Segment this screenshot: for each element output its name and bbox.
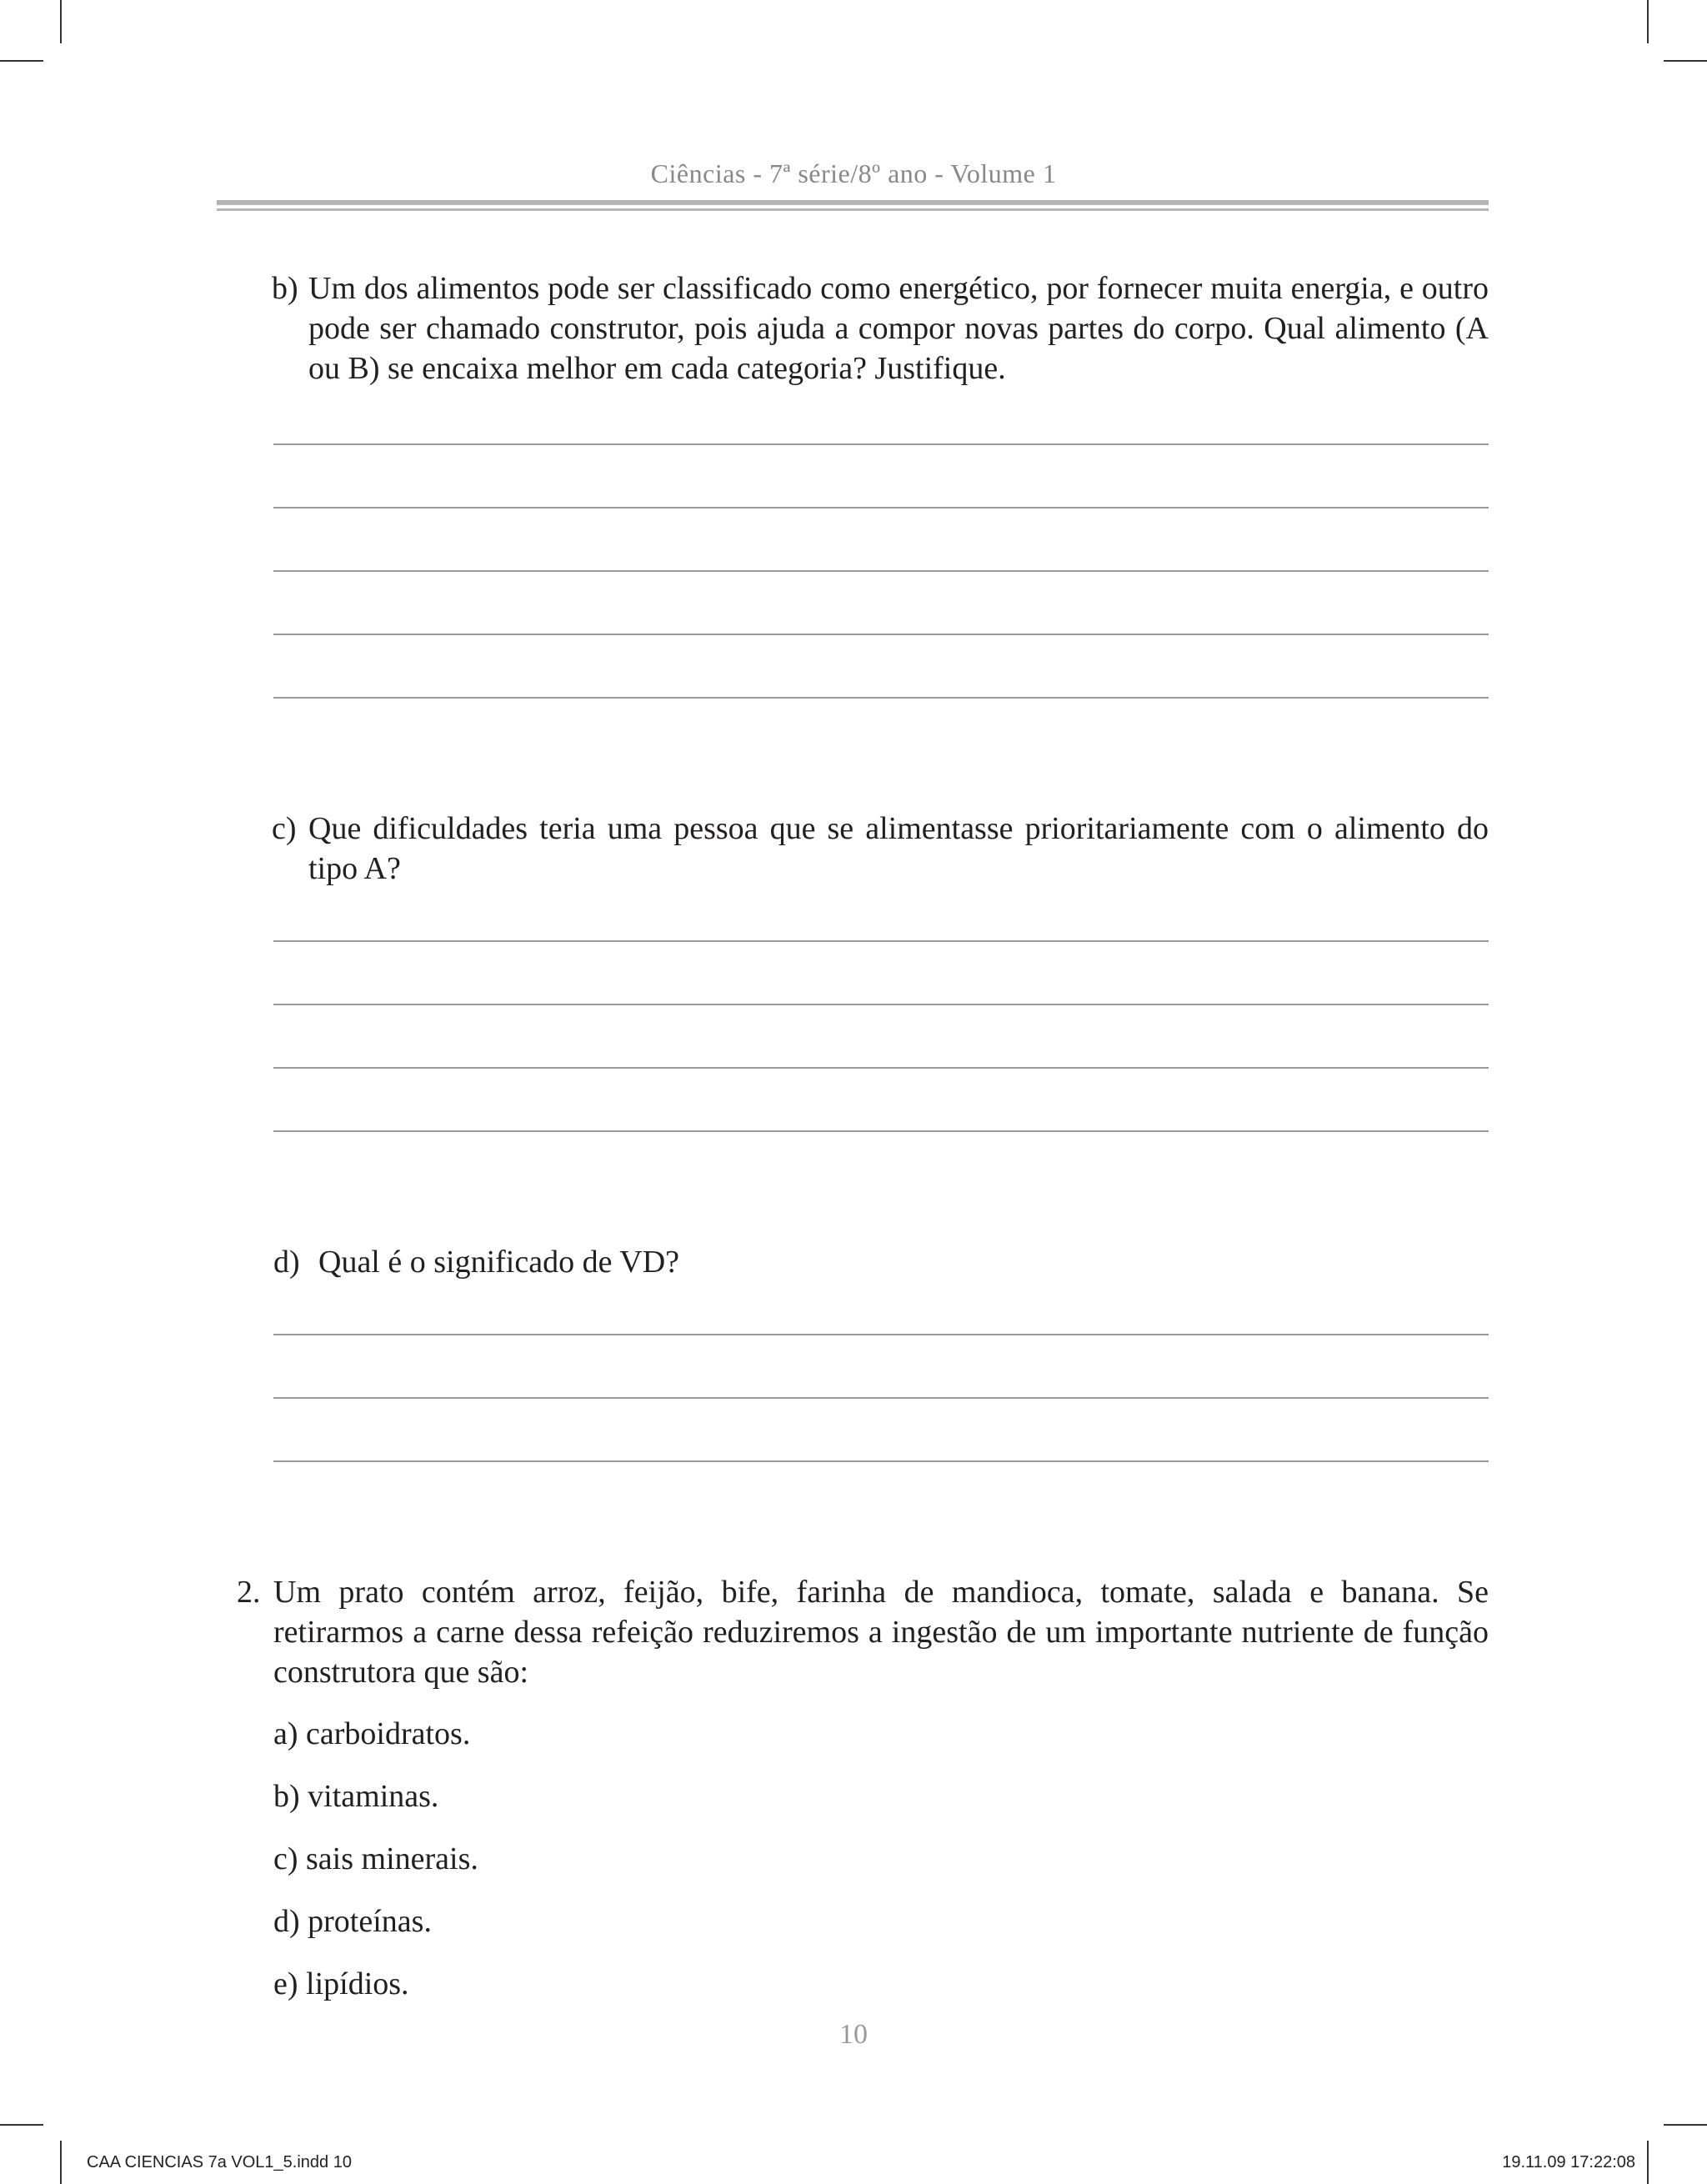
crop-mark <box>1647 0 1649 43</box>
answer-line[interactable] <box>273 1067 1489 1069</box>
header-rule <box>217 208 1489 211</box>
option-d[interactable]: d) proteínas. <box>273 1904 432 1939</box>
crop-mark <box>0 60 43 62</box>
answer-line[interactable] <box>273 507 1489 508</box>
answer-line[interactable] <box>273 940 1489 942</box>
question-1d-label: d) <box>273 1245 300 1280</box>
crop-mark <box>60 2141 62 2184</box>
question-2 <box>237 1572 1489 1692</box>
question-2-text: Um prato contém arroz, feijão, bife, farinha de mandioca, tomate, salada e banana. Se retirarmos a carne dessa refeição reduziremos a ingestão de um importante nutriente de função construtora que são: <box>273 1575 1489 1690</box>
running-header: Ciências - 7ª série/8º ano - Volume 1 <box>650 158 1057 188</box>
page-number: 10 <box>839 2019 868 2050</box>
crop-mark <box>60 0 62 43</box>
question-1c-text: Que dificuldades teria uma pessoa que se alimentasse prioritariamente com o alimento do tipo A? <box>308 811 1489 886</box>
question-1b-text: Um dos alimentos pode ser classificado como energético, por fornecer muita energia, e outro pode ser chamado construtor, pois ajuda a compor novas partes do corpo. Qual alimento (A ou B) se encaixa melhor em cada categoria? Justifique. <box>308 271 1489 386</box>
question-1c <box>272 809 1489 889</box>
option-b[interactable]: b) vitaminas. <box>273 1779 439 1814</box>
question-1d-text: Qual é o significado de VD? <box>318 1245 680 1280</box>
question-1b <box>272 268 1489 388</box>
answer-line[interactable] <box>273 570 1489 572</box>
crop-mark <box>0 2124 43 2126</box>
crop-mark <box>1664 2124 1707 2126</box>
print-timestamp: 19.11.09 17:22:08 <box>1502 2153 1635 2171</box>
option-c[interactable]: c) sais minerais. <box>273 1841 478 1876</box>
question-1c-label: c) <box>272 811 297 846</box>
option-e[interactable]: e) lipídios. <box>273 1966 409 2001</box>
crop-mark <box>1647 2141 1649 2184</box>
answer-line[interactable] <box>273 1334 1489 1335</box>
answer-line[interactable] <box>273 634 1489 635</box>
option-a[interactable]: a) carboidratos. <box>273 1716 471 1751</box>
question-1d <box>273 1242 1489 1282</box>
question-1b-label: b) <box>272 271 298 306</box>
answer-line[interactable] <box>273 697 1489 699</box>
answer-line[interactable] <box>273 1397 1489 1399</box>
question-2-number: 2. <box>237 1575 261 1610</box>
answer-line[interactable] <box>273 1130 1489 1132</box>
header-rule <box>217 200 1489 205</box>
file-slug: CAA CIENCIAS 7a VOL1_5.indd 10 <box>87 2153 352 2171</box>
answer-line[interactable] <box>273 443 1489 445</box>
answer-line[interactable] <box>273 1004 1489 1005</box>
answer-line[interactable] <box>273 1460 1489 1462</box>
crop-mark <box>1664 60 1707 62</box>
